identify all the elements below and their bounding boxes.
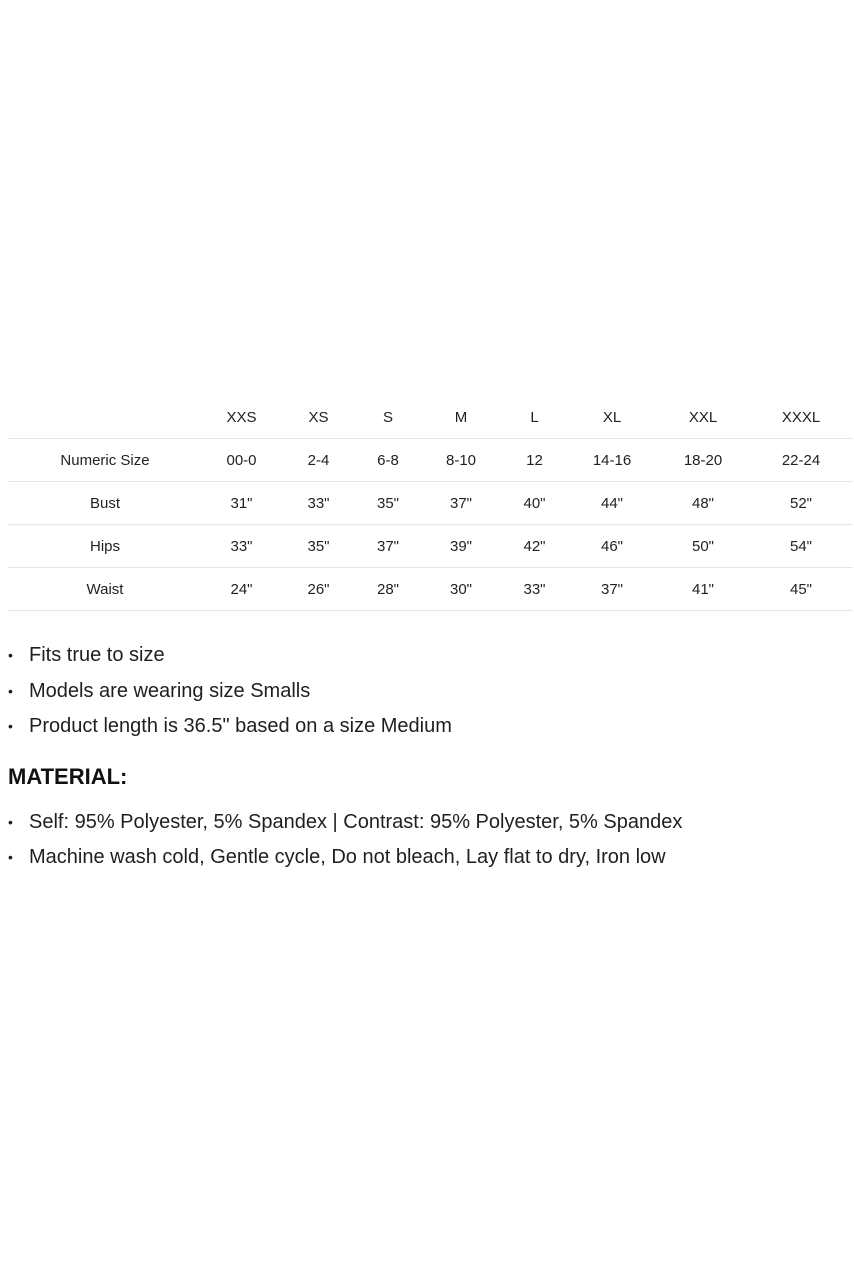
row-label: Bust: [8, 482, 202, 525]
table-cell: 41": [657, 568, 749, 611]
table-cell: 37": [356, 525, 420, 568]
header-cell: L: [502, 397, 567, 439]
list-item: • Product length is 36.5" based on a size Medium: [8, 709, 848, 745]
table-cell: 30": [420, 568, 502, 611]
header-cell: XXL: [657, 397, 749, 439]
row-label: Waist: [8, 568, 202, 611]
table-cell: 6-8: [356, 439, 420, 482]
row-label: Numeric Size: [8, 439, 202, 482]
list-item: • Fits true to size: [8, 638, 848, 674]
table-cell: 50": [657, 525, 749, 568]
row-label: Hips: [8, 525, 202, 568]
table-cell: 33": [281, 482, 356, 525]
header-cell: XXS: [202, 397, 281, 439]
list-item: • Machine wash cold, Gentle cycle, Do not bleach, Lay flat to dry, Iron low: [8, 840, 848, 876]
table-cell: 33": [502, 568, 567, 611]
table-row: [8, 439, 853, 482]
table-cell: 54": [749, 525, 853, 568]
table-cell: 18-20: [657, 439, 749, 482]
table-cell: 48": [657, 482, 749, 525]
material-heading: MATERIAL:: [8, 763, 128, 789]
table-cell: 42": [502, 525, 567, 568]
table-row: [8, 525, 853, 568]
table-cell: 24": [202, 568, 281, 611]
table-cell: 46": [567, 525, 657, 568]
header-cell: XL: [567, 397, 657, 439]
table-cell: 22-24: [749, 439, 853, 482]
table-cell: 12: [502, 439, 567, 482]
header-cell: [8, 397, 202, 439]
fit-notes-list: [8, 638, 848, 745]
table-cell: 8-10: [420, 439, 502, 482]
size-chart-table: [8, 397, 853, 611]
table-cell: 52": [749, 482, 853, 525]
material-list: [8, 805, 848, 876]
table-cell: 2-4: [281, 439, 356, 482]
list-item: • Self: 95% Polyester, 5% Spandex | Contrast: 95% Polyester, 5% Spandex: [8, 805, 848, 841]
table-cell: 35": [356, 482, 420, 525]
header-cell: XS: [281, 397, 356, 439]
product-notes: [8, 638, 848, 876]
table-cell: 37": [567, 568, 657, 611]
table-cell: 35": [281, 525, 356, 568]
table-cell: 40": [502, 482, 567, 525]
header-cell: S: [356, 397, 420, 439]
list-item: • Models are wearing size Smalls: [8, 674, 848, 710]
table-cell: 33": [202, 525, 281, 568]
header-cell: M: [420, 397, 502, 439]
header-cell: XXXL: [749, 397, 853, 439]
table-cell: 14-16: [567, 439, 657, 482]
table-row: [8, 568, 853, 611]
table-cell: 45": [749, 568, 853, 611]
table-row: [8, 482, 853, 525]
table-cell: 31": [202, 482, 281, 525]
table-cell: 39": [420, 525, 502, 568]
size-chart-header-row: [8, 397, 853, 439]
table-cell: 37": [420, 482, 502, 525]
table-cell: 00-0: [202, 439, 281, 482]
table-cell: 28": [356, 568, 420, 611]
table-cell: 44": [567, 482, 657, 525]
table-cell: 26": [281, 568, 356, 611]
